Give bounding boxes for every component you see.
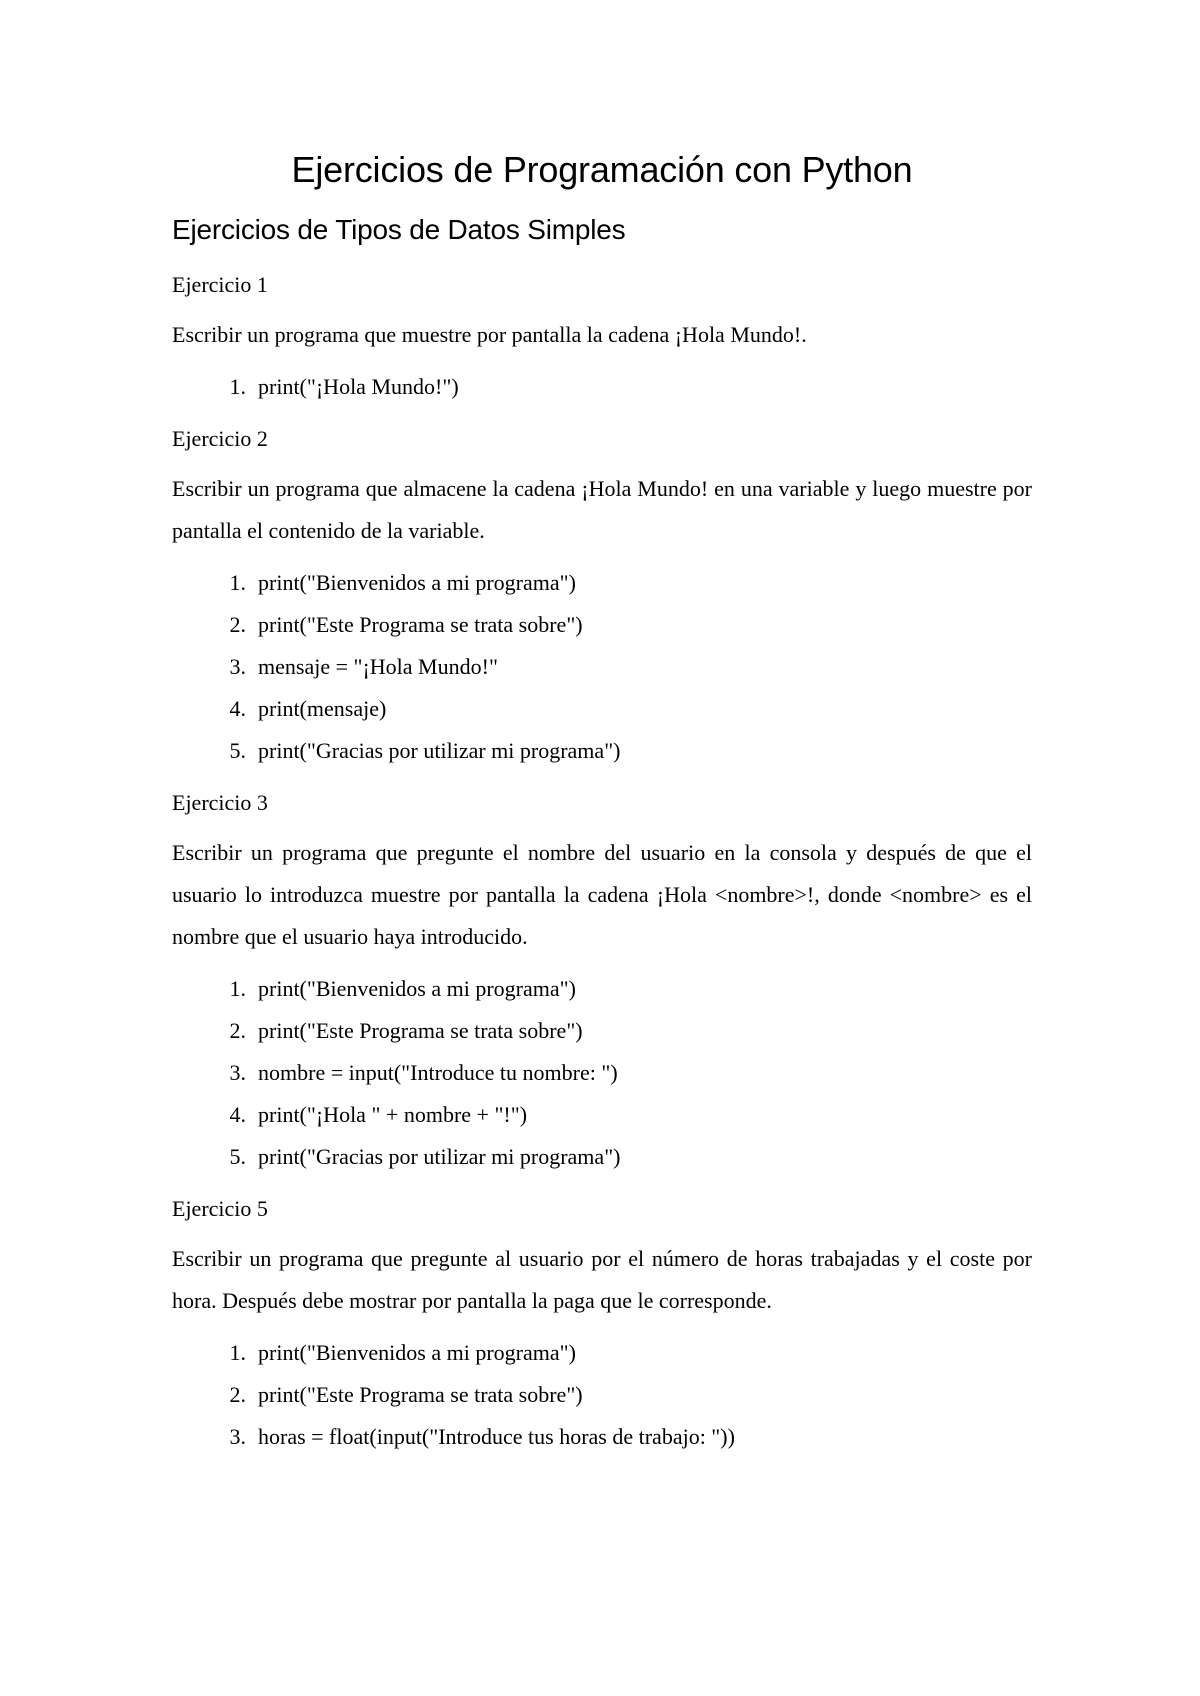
exercise-heading: Ejercicio 1	[172, 272, 268, 297]
code-text: print("Este Programa se trata sobre")	[258, 612, 583, 637]
code-line	[172, 730, 1032, 772]
exercise-description: Escribir un programa que muestre por pantalla la cadena ¡Hola Mundo!.	[172, 322, 807, 347]
code-text: print("Bienvenidos a mi programa")	[258, 570, 576, 595]
exercise-block	[172, 1194, 1032, 1458]
code-text: print("¡Hola " + nombre + "!")	[258, 1102, 528, 1127]
code-line	[172, 646, 1032, 688]
code-text: mensaje = "¡Hola Mundo!"	[258, 654, 498, 679]
exercise-block	[172, 424, 1032, 772]
line-number: 1.	[229, 570, 246, 595]
code-list	[172, 968, 1032, 1178]
line-number: 1.	[229, 976, 246, 1001]
code-line	[172, 1416, 1032, 1458]
code-line	[172, 562, 1032, 604]
code-line	[172, 1374, 1032, 1416]
code-line	[172, 688, 1032, 730]
line-number: 1.	[229, 374, 246, 399]
code-text: print("Bienvenidos a mi programa")	[258, 1340, 576, 1365]
exercise-heading: Ejercicio 3	[172, 790, 268, 815]
exercise-heading: Ejercicio 5	[172, 1196, 268, 1221]
code-line	[172, 1010, 1032, 1052]
code-line	[172, 604, 1032, 646]
exercise-description: Escribir un programa que pregunte el nombre del usuario en la consola y después de que el usuario lo introduzca muestre por pantalla la cadena ¡Hola <nombre>!, donde <nombre> es el nombre que el usuario haya introducido.	[172, 840, 1032, 949]
code-list	[172, 562, 1032, 772]
code-line	[172, 1332, 1032, 1374]
code-list	[172, 366, 1032, 408]
code-text: print("Gracias por utilizar mi programa")	[258, 1144, 621, 1169]
code-text: nombre = input("Introduce tu nombre: ")	[258, 1060, 618, 1085]
line-number: 2.	[229, 1018, 246, 1043]
line-number: 4.	[229, 1102, 246, 1127]
line-number: 2.	[229, 1382, 246, 1407]
exercise-description: Escribir un programa que almacene la cadena ¡Hola Mundo! en una variable y luego muestre por pantalla el contenido de la variable.	[172, 476, 1032, 543]
exercise-block	[172, 270, 1032, 408]
code-line	[172, 366, 1032, 408]
line-number: 3.	[229, 1060, 246, 1085]
code-list	[172, 1332, 1032, 1458]
code-line	[172, 1136, 1032, 1178]
code-text: horas = float(input("Introduce tus horas de trabajo: "))	[258, 1424, 735, 1449]
line-number: 1.	[229, 1340, 246, 1365]
code-text: print("Este Programa se trata sobre")	[258, 1018, 583, 1043]
code-line	[172, 1052, 1032, 1094]
document-title: Ejercicios de Programación con Python	[291, 149, 913, 190]
exercise-heading: Ejercicio 2	[172, 426, 268, 451]
section-title: Ejercicios de Tipos de Datos Simples	[172, 214, 626, 245]
code-line	[172, 968, 1032, 1010]
code-text: print("Gracias por utilizar mi programa")	[258, 738, 621, 763]
exercise-block	[172, 788, 1032, 1178]
code-text: print("Este Programa se trata sobre")	[258, 1382, 583, 1407]
line-number: 4.	[229, 696, 246, 721]
line-number: 3.	[229, 1424, 246, 1449]
exercise-description: Escribir un programa que pregunte al usuario por el número de horas trabajadas y el coste por hora. Después debe mostrar por pantalla la paga que le corresponde.	[172, 1246, 1032, 1313]
line-number: 3.	[229, 654, 246, 679]
line-number: 5.	[229, 1144, 246, 1169]
code-text: print("¡Hola Mundo!")	[258, 374, 459, 399]
code-line	[172, 1094, 1032, 1136]
code-text: print(mensaje)	[258, 696, 387, 721]
line-number: 2.	[229, 612, 246, 637]
document-page	[172, 140, 1032, 1458]
line-number: 5.	[229, 738, 246, 763]
code-text: print("Bienvenidos a mi programa")	[258, 976, 576, 1001]
